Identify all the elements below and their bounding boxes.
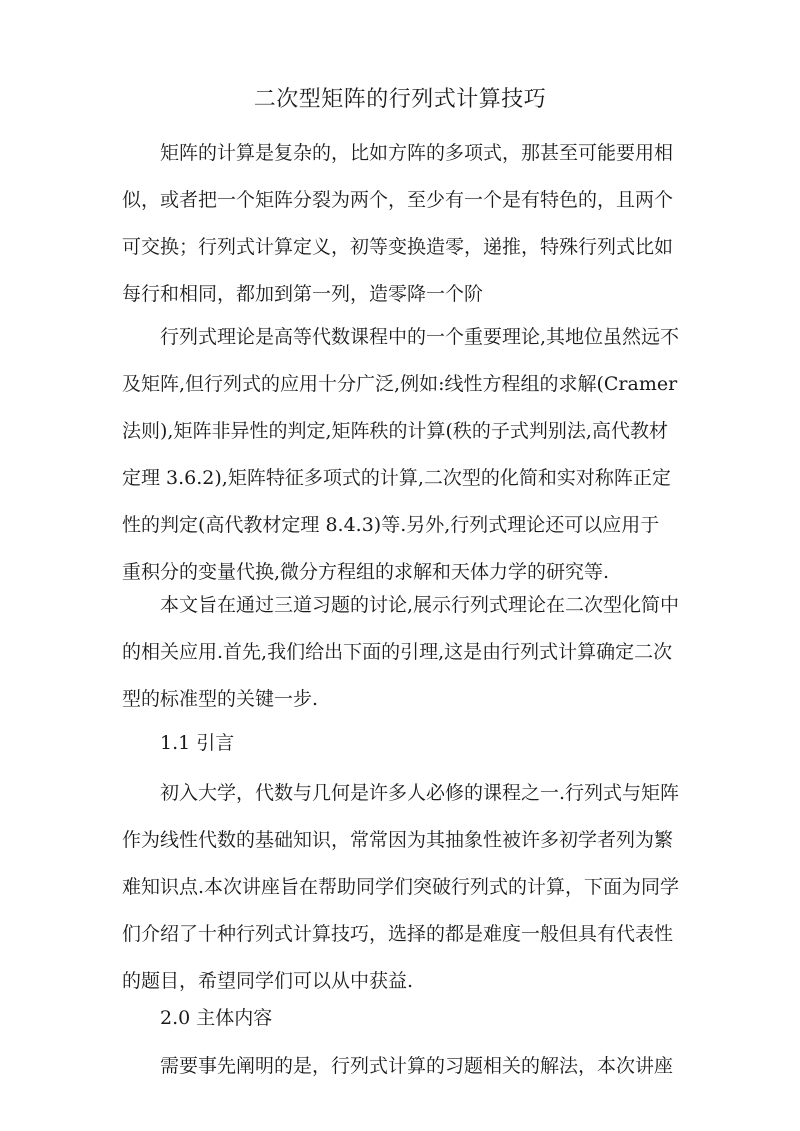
paragraph-line: 作为线性代数的基础知识，常常因为其抽象性被许多初学者列为繁 — [122, 829, 674, 851]
paragraph-line: 似，或者把一个矩阵分裂为两个，至少有一个是有特色的，且两个 — [122, 189, 674, 211]
section-heading-main: 2.0 主体内容 — [160, 1007, 273, 1029]
paragraph-2 — [122, 314, 678, 596]
paragraph-3 — [122, 582, 678, 723]
paragraph-line: 初入大学，代数与几何是许多人必修的课程之一.行列式与矩阵 — [160, 782, 680, 804]
paragraph-line: 法则),矩阵非异性的判定,矩阵秩的计算(秩的子式判别法,高代教材 — [122, 420, 668, 442]
paragraph-1 — [122, 130, 678, 318]
paragraph-main — [122, 1043, 678, 1090]
paragraph-line: 需要事先阐明的是，行列式计算的习题相关的解法，本次讲座 — [160, 1055, 674, 1077]
paragraph-line: 可交换；行列式计算定义，初等变换造零，递推，特殊行列式比如 — [122, 236, 674, 258]
paragraph-line: 本文旨在通过三道习题的讨论,展示行列式理论在二次型化简中 — [160, 594, 680, 616]
section-heading-intro: 1.1 引言 — [160, 732, 235, 754]
paragraph-line: 行列式理论是高等代数课程中的一个重要理论,其地位虽然远不 — [160, 326, 680, 348]
paragraph-line: 性的判定(高代教材定理 8.4.3)等.另外,行列式理论还可以应用于 — [122, 514, 660, 536]
paragraph-intro — [122, 770, 678, 1005]
paragraph-line: 们介绍了十种行列式计算技巧，选择的都是难度一般但具有代表性 — [122, 923, 674, 945]
paragraph-line: 矩阵的计算是复杂的，比如方阵的多项式，那甚至可能要用相 — [160, 142, 674, 164]
paragraph-line: 重积分的变量代换,微分方程组的求解和天体力学的研究等. — [122, 561, 610, 583]
paragraph-line: 的相关应用.首先,我们给出下面的引理,这是由行列式计算确定二次 — [122, 641, 673, 663]
paragraph-line: 及矩阵,但行列式的应用十分广泛,例如:线性方程组的求解(Cramer — [122, 373, 678, 395]
paragraph-line: 的题目，希望同学们可以从中获益. — [122, 970, 414, 992]
paragraph-line: 定理 3.6.2),矩阵特征多项式的计算,二次型的化简和实对称阵正定 — [122, 467, 671, 489]
paragraph-line: 型的标准型的关键一步. — [122, 688, 319, 710]
document-title: 二次型矩阵的行列式计算技巧 — [253, 87, 547, 112]
paragraph-line: 每行和相同，都加到第一列，造零降一个阶 — [122, 283, 484, 305]
paragraph-line: 难知识点.本次讲座旨在帮助同学们突破行列式的计算，下面为同学 — [122, 876, 680, 898]
